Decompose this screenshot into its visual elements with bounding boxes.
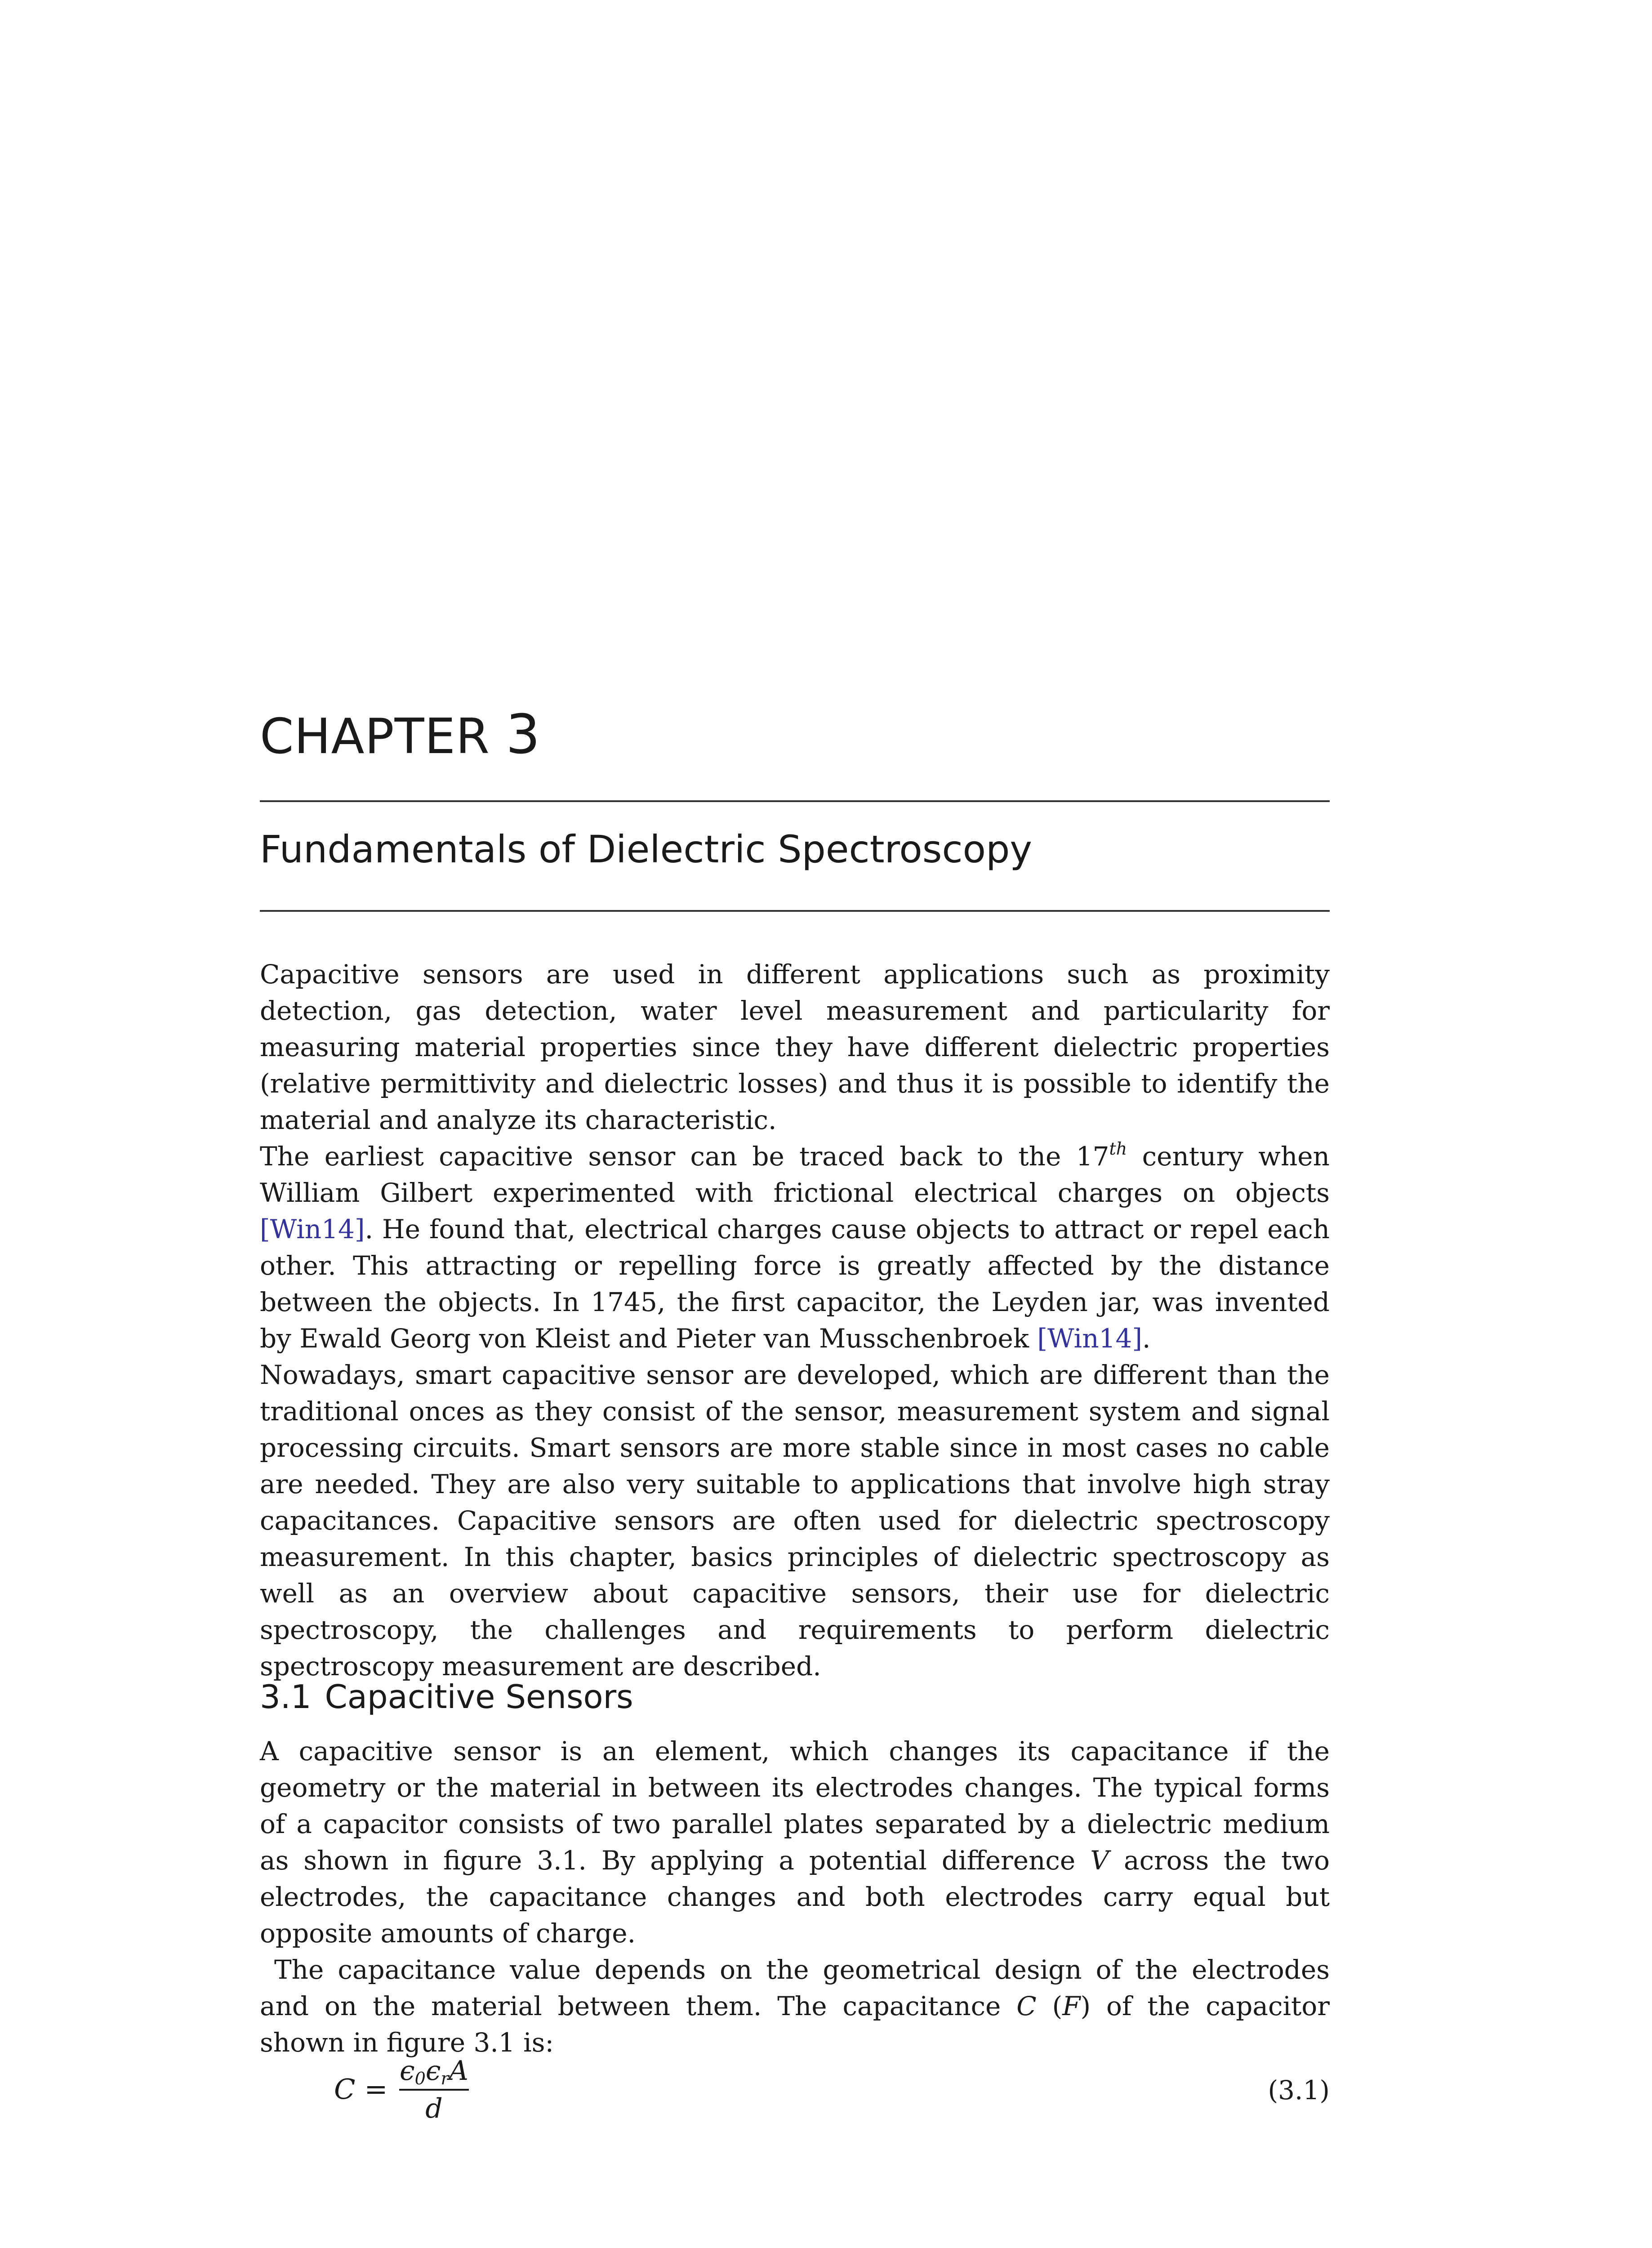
intro-block — [260, 956, 1330, 1685]
equation-lhs-var: C — [334, 2073, 356, 2105]
intro-p2-text-a: The earliest capacitive sensor can be traced back to the 17 — [260, 1141, 1109, 1172]
section-p2-text-mid: ( — [1036, 1991, 1063, 2021]
equation-number: (3.1) — [1268, 2075, 1330, 2105]
equation-3-1 — [260, 2055, 1330, 2131]
chapter-rule-top — [260, 800, 1330, 802]
section-paragraph-2 — [260, 1952, 1330, 2061]
chapter-label — [260, 704, 541, 766]
equation-lhs — [334, 2073, 387, 2105]
intro-p2-text-d: . — [1142, 1323, 1151, 1354]
section-p1-text-a: A capacitive sensor is an element, which changes its capacitance if the geometry or the material in between its electrodes changes. The typical forms of a capacitor consists of two parallel plates separated by a dielectric medium as shown in figure 3.1. By applying a potential difference — [260, 1736, 1330, 1876]
variable-c: C — [1016, 1991, 1037, 2021]
chapter-word: CHAPTER — [260, 709, 490, 765]
fraction-denominator: d — [425, 2093, 443, 2124]
intro-p2-text-c: . He found that, electrical charges cause objects to attract or repel each other. This attracting or repelling force is greatly affected by the distance between the objects. In 1745, the first capacitor, the Leyden jar, was invented by Ewald Georg von Kleist and Pieter van Musschenbroek — [260, 1214, 1330, 1354]
section-title: Capacitive Sensors — [325, 1678, 633, 1716]
section-p2-text-a: The capacitance value depends on the geometrical design of the electrodes and on the material between them. The capacitance — [260, 1954, 1330, 2021]
intro-paragraph-2 — [260, 1138, 1330, 1357]
chapter-rule-bottom — [260, 910, 1330, 912]
fraction-bar — [399, 2089, 469, 2091]
chapter-title: Fundamentals of Dielectric Spectroscopy — [260, 827, 1033, 871]
equation-fraction — [399, 2055, 469, 2124]
variable-v: V — [1090, 1845, 1109, 1876]
intro-paragraph-1: Capacitive sensors are used in different applications such as proximity detection, gas detection, water level measurement and particularity for measuring material properties since they have different dielectric properties (relative permittivity and dielectric losses) and thus it is possible to identify the material and analyze its characteristic. — [260, 959, 1330, 1135]
chapter-number: 3 — [506, 704, 541, 766]
variable-f: F — [1062, 1991, 1081, 2021]
citation-link[interactable]: [Win14] — [1037, 1323, 1142, 1354]
fraction-numerator: $\epsilon_0\epsilon_rA$ — [400, 2055, 468, 2088]
intro-p2-text-b: century when William Gilbert experimented with frictional electrical charges on objects — [260, 1141, 1330, 1208]
section-heading — [260, 1679, 633, 1715]
section-p1-text-b: across the two electrodes, the capacitance changes and both electrodes carry equal but opposite amounts of charge. — [260, 1845, 1330, 1949]
intro-paragraph-3: Nowadays, smart capacitive sensor are developed, which are different than the traditional onces as they consist of the sensor, measurement system and signal processing circuits. Smart sensors are more stable since in most cases no cable are needed. They are also very suitable to applications that involve high stray capacitances. Capacitive sensors are often used for dielectric spectroscopy measurement. In this chapter, basics principles of dielectric spectroscopy as well as an overview about capacitive sensors, their use for dielectric spectroscopy, the challenges and requirements to perform dielectric spectroscopy measurement are described. — [260, 1360, 1330, 1682]
ordinal-superscript: th — [1109, 1139, 1127, 1159]
equals-sign: = — [364, 2073, 388, 2105]
section-paragraph-1 — [260, 1733, 1330, 1952]
citation-link[interactable]: [Win14] — [260, 1214, 365, 1244]
section-block — [260, 1733, 1330, 2061]
section-number: 3.1 — [260, 1678, 312, 1716]
section-p2-text-b: ) of the capacitor shown in figure 3.1 is: — [260, 1991, 1330, 2058]
